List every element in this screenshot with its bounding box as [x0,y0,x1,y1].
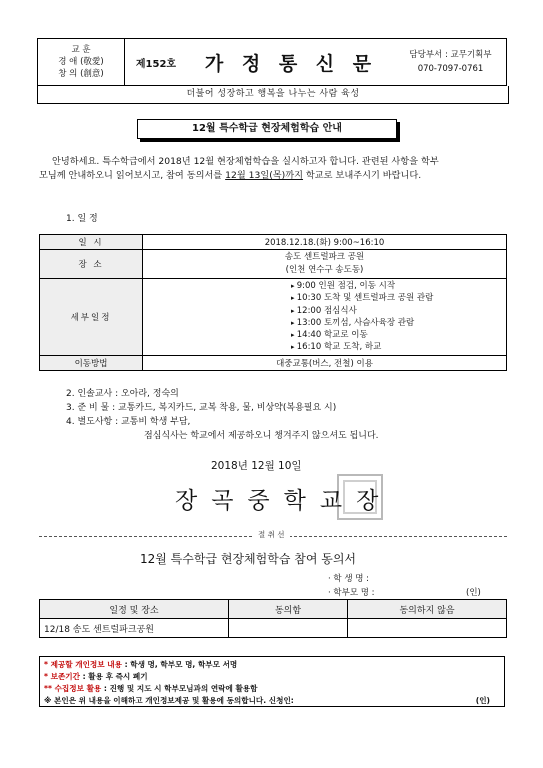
subtitle-box: 12월 특수학급 현장체험학습 안내 [137,119,397,139]
place-line: 송도 센트럴파크 공원 [284,252,365,262]
table-row [40,355,507,370]
table-header: 동의하지 않음 [348,600,507,619]
intro-line [39,170,421,182]
intro-line: 안녕하세요. 특수학급에서 2018년 12월 현장체험학습을 실시하고자 합니다. 관련된 사항을 학부 [52,156,439,167]
privacy-value: : 학생 명, 학부모 명, 학부모 서명 [121,660,238,669]
consent-title: 12월 특수학급 현장체험학습 참여 동의서 [140,552,357,566]
detail-list [273,280,502,354]
privacy-value: : 진행 및 지도 시 학부모님과의 연락에 활용함 [101,684,258,693]
table-row [40,279,507,356]
deadline: 12월 13일(목)까지 [225,170,304,181]
title-cell [125,39,396,86]
cut-label: 절 취 선 [253,530,290,539]
dept-label: 담당부서 : 교무기획부 [409,50,492,60]
school-motto [38,39,125,86]
privacy-line [44,695,500,707]
intro-text: 학교로 보내주시기 바랍니다. [303,170,422,181]
parent-name-label: · 학부모 명 : [328,588,375,598]
dept-phone: 070-7097-0761 [417,64,484,74]
header-table [37,38,507,86]
motto-line: 교 훈 [71,45,91,55]
place-label: 장 소 [40,250,143,279]
note-line: 점심식사는 학교에서 제공하오니 챙겨주지 않으셔도 됩니다. [144,431,379,441]
parent-seal-mark: (인) [466,588,481,598]
date-value: 2018.12.18.(화) 9:00~16:10 [143,235,507,250]
table-row [40,600,507,619]
issue-number: 제152호 [135,58,177,70]
table-cell: 12/18 송도 센트럴파크공원 [40,619,229,638]
transport-value: 대중교통(버스, 전철) 이용 [143,355,507,370]
table-row [40,250,507,279]
privacy-line [44,671,500,683]
consent-table [39,599,507,638]
disagree-cell[interactable] [348,619,507,638]
privacy-label: ** 수집정보 활용 [44,684,102,693]
privacy-label: * 보존기간 [44,672,80,681]
privacy-notice [39,656,505,707]
place-value [143,250,507,279]
page-title: 가 정 통 신 문 [204,52,378,75]
list-item: ▸ 16:10 학교 도착, 하교 [291,341,502,353]
table-row [40,235,507,250]
detail-value [143,279,507,356]
place-line: (인천 연수구 송도동) [285,265,364,275]
privacy-value: : 활용 후 즉시 폐기 [79,672,148,681]
intro-text: 모님께 안내하오니 읽어보시고, 참여 동의서를 [39,170,226,181]
schedule-table [39,234,507,371]
principal-name: 장곡중학교장 [175,488,393,514]
privacy-agreement: ※ 본인은 위 내용을 이해하고 개인정보제공 및 활용에 동의합니다. 신청인: [44,696,294,705]
list-item: ▸ 13:00 토끼섬, 사슴사육장 관람 [291,317,502,329]
privacy-label: * 제공할 개인정보 내용 [44,660,122,669]
table-row [40,619,507,638]
applicant-seal-mark: (인) [475,696,490,705]
motto-line: 창 의 (創意) [58,69,104,79]
list-item: ▸ 9:00 인원 점검, 이동 시작 [291,280,502,292]
list-item: ▸ 10:30 도착 및 센트럴파크 공원 관람 [291,292,502,304]
detail-label: 세부일정 [40,279,143,356]
note-line: 4. 별도사항 : 교통비 학생 부담, [66,417,191,427]
list-item: ▸ 12:00 점심식사 [291,305,502,317]
dept-cell [395,39,507,86]
school-slogan: 더불어 성장하고 행복을 나누는 사람 육성 [37,86,509,104]
date-label: 일 시 [40,235,143,250]
privacy-line [44,683,500,695]
agree-cell[interactable] [229,619,348,638]
note-line: 3. 준 비 물 : 교통카드, 복지카드, 교복 착용, 물, 비상약(복용필요 시) [66,403,337,413]
student-name-label: · 학 생 명 : [328,574,370,584]
table-header: 동의함 [229,600,348,619]
section-heading: 1. 일 정 [66,214,98,224]
privacy-line [44,659,500,671]
issue-date: 2018년 12월 10일 [211,460,302,472]
table-header: 일정 및 장소 [40,600,229,619]
note-line: 2. 인솔교사 : 오아라, 정숙의 [66,389,179,399]
list-item: ▸ 14:40 학교로 이동 [291,329,502,341]
transport-label: 이동방법 [40,355,143,370]
motto-line: 경 애 (敬愛) [58,57,104,67]
